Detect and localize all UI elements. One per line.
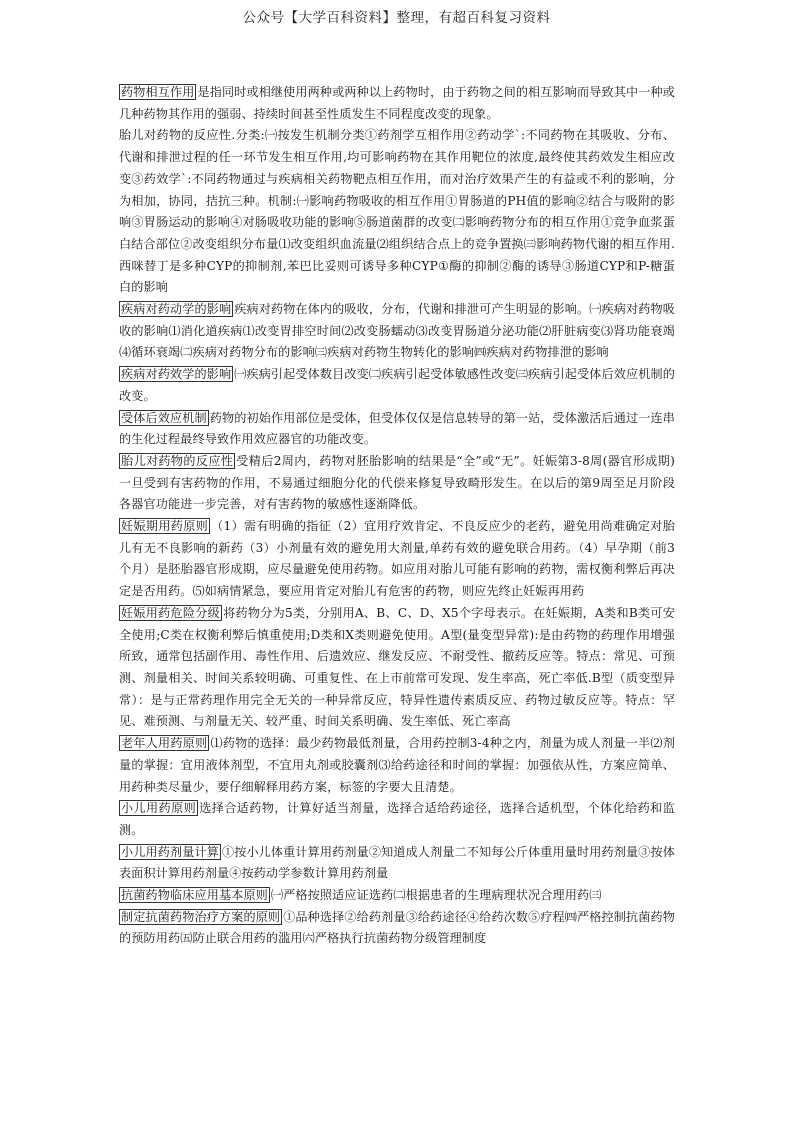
paragraph-interaction-classification (119, 125, 675, 299)
paragraph-pregnancy-risk (119, 603, 675, 733)
paragraph-pediatric-principles (119, 798, 675, 841)
term-box: 药物相互作用 (121, 85, 195, 99)
term-box: 妊娠期用药原则 (121, 519, 209, 534)
term-box: 老年人用药原则 (121, 736, 208, 751)
paragraph-text: ①品种选择②给药剂量③给药途径④给药次数⑤疗程㈣严格控制抗菌药物的预防用药㈤防止联合用药的滥用㈥严格执行抗菌药物分级管理制度 (119, 909, 675, 946)
paragraph-text: 药物的初始作用部位是受体，但受体仅仅是信息转导的第一站，受体激活后通过一连串的生化过程最终导致作用效应器官的功能改变。 (119, 410, 675, 447)
page-header: 公众号【大学百科资料】整理，有超百科复习资料 (242, 10, 551, 26)
paragraph-elderly-principles (119, 733, 675, 798)
paragraph-text: 疾病对药物在体内的吸收，分布，代谢和排泄可产生明显的影响。㈠疾病对药物吸收的影响⑴消化道疾病⑴改变胃排空时间⑵改变肠蠕动⑶改变胃肠道分泌功能⑵肝脏病变⑶肾功能衰竭⑷循环衰竭㈡疾病对药物分布的影响㈢疾病对药物生物转化的影响㈣疾病对药物排泄的影响 (119, 302, 675, 360)
paragraph-antibiotic-principles (119, 885, 675, 907)
term-box: 小儿用药剂量计算 (121, 844, 219, 859)
paragraph-text: ⑴药物的选择：最少药物最低剂量，合用药控制3-4种之内，剂量为成人剂量一半⑵剂量的掌握：宜用液体剂型，不宜用丸剂或胶囊剂⑶给药途径和时间的掌握：加强依从性，方案应简单、用药种类尽量少，要仔细解释用药方案，标签的字要大且清楚。 (119, 736, 675, 794)
paragraph-pregnancy-principles (119, 516, 675, 603)
paragraph-text: 受精后2周内，药物对胚胎影响的结果是“全”或“无”。妊娠第3-8周(器官形成期)一旦受到有害药物的作用，不易通过细胞分化的代偿来修复导致畸形发生。在以后的第9周至足月阶段各器官功能进一步完善，对有害药物的敏感性逐渐降低。 (119, 453, 675, 512)
paragraph-text: ㈠疾病引起受体数目改变㈡疾病引起受体敏感性改变㈢疾病引起受体后效应机制的改变。 (119, 367, 675, 403)
document-body (119, 82, 675, 950)
paragraph-text: （1）需有明确的指征（2）宜用疗效肯定、不良反应少的老药，避免用尚难确定对胎儿有无不良影响的新药（3）小剂量有效的避免用大剂量,单药有效的避免联合用药。（4）早孕期（前3个月）是胚胎器官形成期，应尽量避免使用药物。如应用对胎儿可能有影响的药物，需权衡利弊后再决定是否用药。⑸如病情紧急，要应用肯定对胎儿有危害的药物，则应先终止妊娠再用药 (119, 519, 675, 599)
paragraph-text: 是指同时或相继使用两种或两种以上药物时，由于药物之间的相互影响而导致其中一种或几种药物其作用的强弱、持续时间甚至性质发生不同程度改变的现象。 (119, 85, 675, 121)
paragraph-text: 选择合适药物，计算好适当剂量，选择合适给药途径，选择合适机型，个体化给药和监测。 (119, 801, 676, 837)
paragraph-text: 将药物分为5类，分别用A、B、C、D、X5个字母表示。在妊娠期，A类和B类可安全使用;C类在权衡利弊后慎重使用;D类和X类则避免使用。A型(量变型异常):是由药物的药理作用增强所致，通常包括副作用、毒性作用、后遗效应、继发反应、不耐受性、撤药反应等。特点：常见、可预测、剂量相关、时间关系较明确、可重复性、在上市前常可发现、发生率高，死亡率低.B型（质变型异常）：是与正常药理作用完全无关的一种异常反应，特异性遗传素质反应、药物过敏反应等。特点：罕见、难预测、与剂量无关、较严重、时间关系明确、发生率低、死亡率高 (119, 605, 676, 729)
term-box: 胎儿对药物的反应性 (121, 453, 234, 468)
paragraph-text: ㈠严格按照适应证选药㈡根据患者的生理病理状况合理用药㈢ (270, 888, 602, 903)
paragraph-pediatric-dosage (119, 842, 675, 885)
paragraph-antibiotic-regimen (119, 907, 675, 950)
term-box: 受体后效应机制 (121, 410, 207, 425)
term-box: 小儿用药原则 (121, 801, 197, 816)
term-box: 抗菌药物临床应用基本原则 (121, 888, 268, 903)
term-box: 疾病对药动学的影响 (121, 302, 232, 317)
paragraph-drug-interaction (119, 82, 675, 125)
term-box: 疾病对药效学的影响 (121, 367, 232, 382)
paragraph-text: 胎儿对药物的反应性.分类:㈠按发生机制分类①药剂学互相作用②药动学`:不同药物在其吸收、分布、代谢和排泄过程的任一环节发生相互作用,均可影响药物在其作用靶位的浓度,最终使其药效发生相应改变③药效学`:不同药物通过与疾病相关药物靶点相互作用，而对治疗效果产生的有益或不利的影响，分为相加，协同，拮抗三种。机制:㈠影响药物吸收的相互作用①胃肠道的PH值的影响②结合与吸附的影响③胃肠运动的影响④对肠吸收功能的影响⑤肠道菌群的改变㈡影响药物分布的相互作用①竞争血浆蛋白结合部位②改变组织分布量⑴改变组织血流量⑵组织结合点上的竞争置换㈢影响药物代谢的相互作用.西咪替丁是多种CYP的抑制剂,苯巴比妥则可诱导多种CYP①酶的抑制②酶的诱导③肠道CYP和P-糖蛋白的影响 (119, 128, 675, 295)
term-box: 妊娠用药危险分级 (121, 605, 221, 620)
paragraph-disease-pharmacodynamics (119, 364, 675, 407)
paragraph-text: ①按小儿体重计算用药剂量②知道成人剂量二不知每公斤体重用量时用药剂量③按体表面积计算用药剂量④按药动学参数计算用药剂量 (119, 844, 675, 881)
term-box: 制定抗菌药物治疗方案的原则 (121, 909, 281, 924)
paragraph-fetal-response (119, 451, 675, 516)
paragraph-post-receptor (119, 408, 675, 451)
paragraph-disease-pharmacokinetics (119, 299, 675, 364)
